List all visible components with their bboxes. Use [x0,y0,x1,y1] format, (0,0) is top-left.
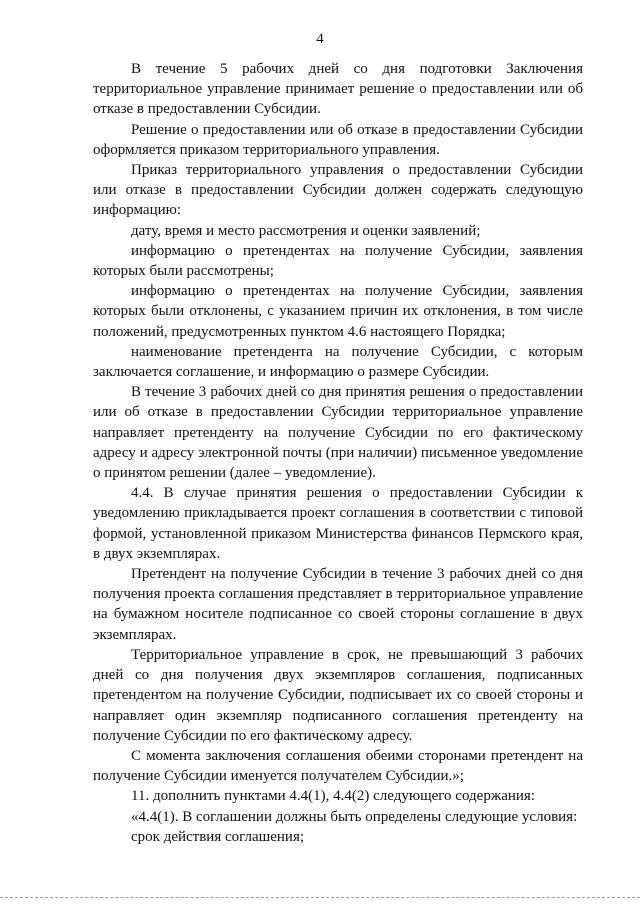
paragraph-order-contents: Приказ территориального управления о предоставлении Субсидии или отказе в предоставлении Субсидии должен содержать следующую информацию: [93,162,583,219]
document-body [93,59,583,847]
paragraph-applicant-submission: Претендент на получение Субсидии в течение 3 рабочих дней со дня получения проекта соглашения представляет в территориальное управление на бумажном носителе подписанное со своей стороны соглашение в двух экземплярах. [93,566,583,643]
paragraph-term: срок действия соглашения; [131,828,305,845]
paragraph-list-reviewed: информацию о претендентах на получение Субсидии, заявления которых были рассмотрены; [93,242,583,280]
paragraph-notification: В течение 3 рабочих дней со дня принятия решения о предоставлении или об отказе в предоставлении Субсидии территориальное управление направляет претенденту на получение Субсидии по его фактическому адресу и адресу электронной почты (при наличии) письменное уведомление о принятом решении (далее – уведомление). [93,384,583,482]
paragraph-recipient-status: С момента заключения соглашения обеими сторонами претендент на получение Субсидии именуется получателем Субсидии.»; [93,747,583,785]
paragraph-4-4-1: «4.4(1). В соглашении должны быть определены следующие условия: [131,808,578,825]
paragraph-item-11: 11. дополнить пунктами 4.4(1), 4.4(2) следующего содержания: [131,788,535,805]
paragraph-4-4: 4.4. В случае принятия решения о предоставлении Субсидии к уведомлению прикладывается проект соглашения в соответствии с типовой формой, установленной приказом Министерства финансов Пермского края, в двух экземплярах. [93,485,583,562]
paragraph-decision-deadline: В течение 5 рабочих дней со дня подготовки Заключения территориальное управление принимает решение о предоставлении или об отказе в предоставлении Субсидии. [93,61,583,118]
paragraph-list-recipient: наименование претендента на получение Субсидии, с которым заключается соглашение, и информацию о размере Субсидии. [93,343,583,381]
paragraph-list-rejected: информацию о претендентах на получение Субсидии, заявления которых были отклонены, с указанием причин их отклонения, в том числе положений, предусмотренных пунктом 4.6 настоящего Порядка; [93,283,583,340]
paragraph-decision-order: Решение о предоставлении или об отказе в предоставлении Субсидии оформляется приказом территориального управления. [93,121,583,158]
paragraph-signing: Территориальное управление в срок, не превышающий 3 рабочих дней со дня получения двух экземпляров соглашения, подписанных претендентом на получение Субсидии, подписывает их со своей стороны и направляет один экземпляр подписанного соглашения претенденту на получение Субсидии по его фактическому адресу. [93,646,583,744]
page-bottom-divider [0,897,640,898]
paragraph-list-date: дату, время и место рассмотрения и оценки заявлений; [131,222,481,239]
page-number: 4 [316,31,324,47]
